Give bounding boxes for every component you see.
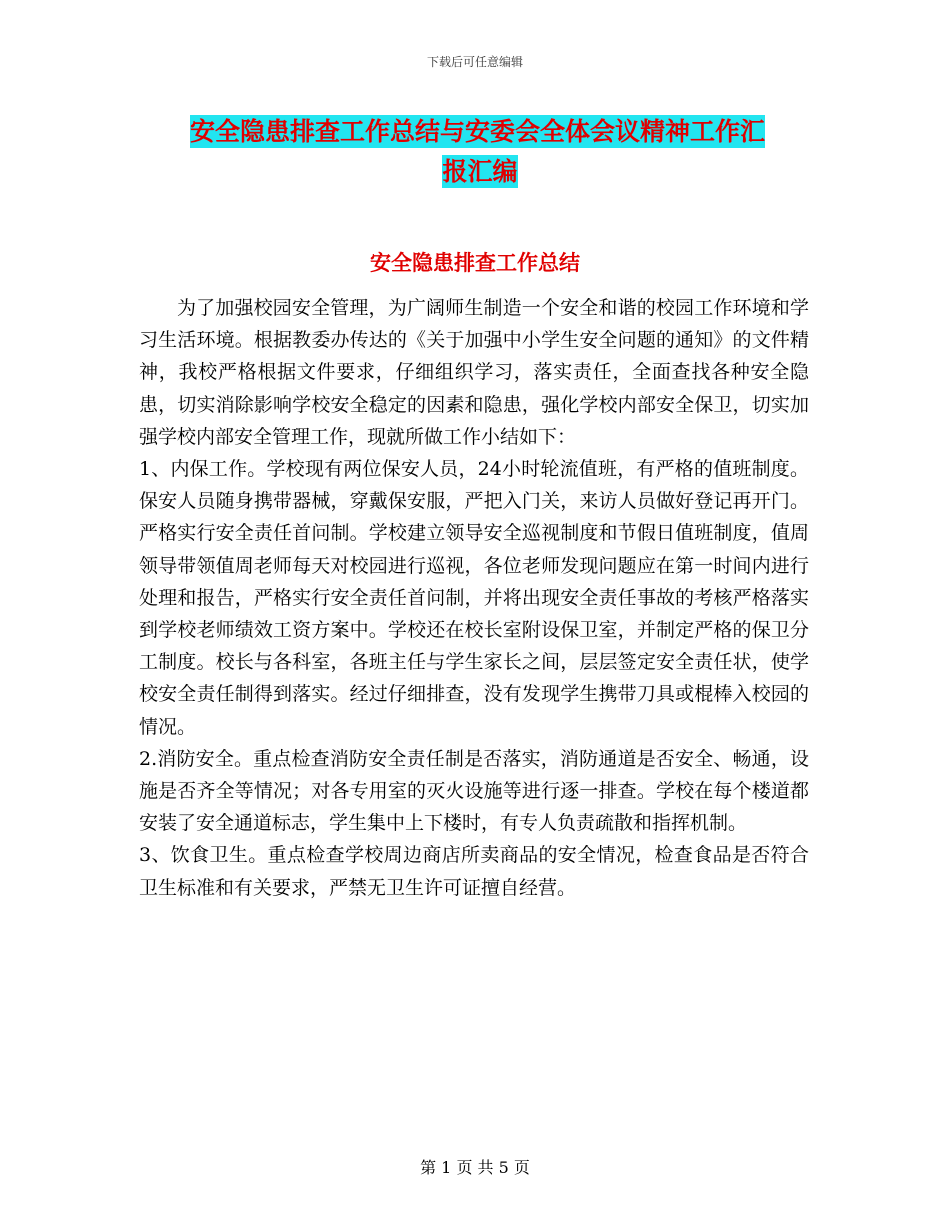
document-title: [190, 112, 810, 192]
paragraph-food-hygiene: 3、饮食卫生。重点检查学校周边商店所卖商品的安全情况，检查食品是否符合卫生标准和有关要求，严禁无卫生许可证擅自经营。: [139, 844, 809, 899]
paragraph-intro: 为了加强校园安全管理，为广阔师生制造一个安全和谐的校园工作环境和学习生活环境。根据教委办传达的《关于加强中小学生安全问题的通知》的文件精神，我校严格根据文件要求，仔细组织学习，落实责任，全面查找各种安全隐患，切实消除影响学校安全稳定的因素和隐患，强化学校内部安全保卫，切实加强学校内部安全管理工作，现就所做工作小结如下：: [139, 297, 809, 448]
section-title: 安全隐患排查工作总结: [370, 251, 580, 275]
title-line-2: 报汇编: [442, 157, 518, 186]
header-note: 下载后可任意编辑: [426, 55, 523, 69]
page-footer: 第 1 页 共 5 页: [420, 1158, 530, 1177]
paragraph-fire-safety: 2.消防安全。重点检查消防安全责任制是否落实，消防通道是否安全、畅通，设施是否齐全等情况；对各专用室的灭火设施等进行逐一排查。学校在每个楼道都安装了安全通道标志，学生集中上下楼时，有专人负责疏散和指挥机制。: [139, 747, 809, 835]
paragraph-internal-security: 1、内保工作。学校现有两位保安人员，24小时轮流值班，有严格的值班制度。保安人员随身携带器械，穿戴保安服，严把入门关，来访人员做好登记再开门。严格实行安全责任首问制。学校建立领导安全巡视制度和节假日值班制度，值周领导带领值周老师每天对校园进行巡视，各位老师发现问题应在第一时间内进行处理和报告，严格实行安全责任首问制，并将出现安全责任事故的考核严格落实到学校老师绩效工资方案中。学校还在校长室附设保卫室，并制定严格的保卫分工制度。校长与各科室，各班主任与学生家长之间，层层签定安全责任状，使学校安全责任制得到落实。经过仔细排查，没有发现学生携带刀具或棍棒入校园的情况。: [139, 458, 809, 738]
title-line-1: 安全隐患排查工作总结与安委会全体会议精神工作汇: [190, 117, 766, 146]
body-text: [139, 292, 809, 904]
